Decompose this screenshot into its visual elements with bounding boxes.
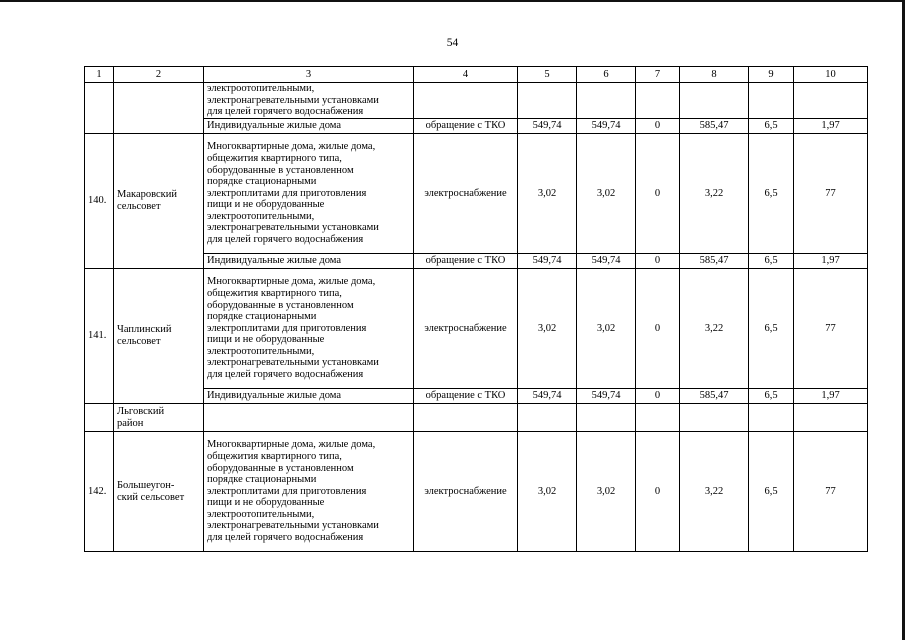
column-header: 5: [518, 67, 577, 83]
value-cell: 77: [794, 134, 868, 254]
value-cell: 0: [636, 389, 680, 404]
number-cell: 140.: [85, 134, 114, 269]
category-cell: [204, 404, 414, 432]
value-cell: 585,47: [680, 119, 749, 134]
number-cell: 142.: [85, 432, 114, 552]
value-cell: 77: [794, 432, 868, 552]
place-cell: [114, 432, 204, 552]
table-row: [85, 83, 868, 119]
category-cell: Индивидуальные жилые дома: [204, 254, 414, 269]
service-cell: электроснабжение: [414, 432, 518, 552]
value-cell: 1,97: [794, 254, 868, 269]
value-cell: 3,02: [518, 432, 577, 552]
category-text: электроотопительными, электронагревательными установками для целей горячего водоснабжения: [207, 83, 379, 118]
value-cell: [680, 83, 749, 119]
value-cell: 3,02: [518, 269, 577, 389]
value-cell: 6,5: [749, 254, 794, 269]
value-cell: 3,02: [577, 432, 636, 552]
tariff-table: [84, 66, 868, 552]
district-row: [85, 404, 868, 432]
value-cell: 549,74: [518, 254, 577, 269]
value-cell: 6,5: [749, 269, 794, 389]
value-cell: [518, 83, 577, 119]
column-header: 7: [636, 67, 680, 83]
value-cell: 1,97: [794, 389, 868, 404]
service-cell: [414, 83, 518, 119]
column-header: 8: [680, 67, 749, 83]
value-cell: 77: [794, 269, 868, 389]
value-cell: 0: [636, 119, 680, 134]
district-name: Льговский район: [117, 405, 165, 429]
place-cell: [114, 134, 204, 269]
value-cell: 0: [636, 432, 680, 552]
service-cell: электроснабжение: [414, 134, 518, 254]
value-cell: 3,02: [577, 134, 636, 254]
value-cell: 6,5: [749, 389, 794, 404]
category-cell: [204, 83, 414, 119]
place-name: Чаплинский сельсовет: [117, 324, 172, 347]
value-cell: [577, 404, 636, 432]
column-header-row: [85, 67, 868, 83]
value-cell: 549,74: [518, 119, 577, 134]
value-cell: 585,47: [680, 389, 749, 404]
column-header: 4: [414, 67, 518, 83]
value-cell: 1,97: [794, 119, 868, 134]
value-cell: 3,22: [680, 269, 749, 389]
place-name: Макаровский сельсовет: [117, 189, 177, 212]
value-cell: 3,02: [577, 269, 636, 389]
number-cell: 141.: [85, 269, 114, 404]
category-text: Многоквартирные дома, жилые дома, общежития квартирного типа, оборудованные в установленном порядке стационарными электроплитами для приготовления пищи и не оборудованные электроотопительными, электронагревательными установками для целей горячего водоснабжения: [207, 276, 379, 381]
value-cell: [749, 404, 794, 432]
category-text: Многоквартирные дома, жилые дома, общежития квартирного типа, оборудованные в установленном порядке стационарными электроплитами для приготовления пищи и не оборудованные электроотопительными, электронагревательными установками для целей горячего водоснабжения: [207, 439, 379, 544]
service-cell: обращение с ТКО: [414, 119, 518, 134]
district-cell: [114, 404, 204, 432]
value-cell: [636, 83, 680, 119]
place-name: Большеугон- ский сельсовет: [117, 479, 185, 503]
value-cell: 6,5: [749, 134, 794, 254]
value-cell: 549,74: [577, 254, 636, 269]
column-header: 2: [114, 67, 204, 83]
place-cell: [114, 269, 204, 404]
service-cell: обращение с ТКО: [414, 389, 518, 404]
column-header: 1: [85, 67, 114, 83]
place-cell: [114, 83, 204, 134]
value-cell: [636, 404, 680, 432]
value-cell: [749, 83, 794, 119]
value-cell: 549,74: [577, 119, 636, 134]
value-cell: 0: [636, 269, 680, 389]
table-row: [85, 269, 868, 389]
value-cell: 0: [636, 254, 680, 269]
category-cell: Индивидуальные жилые дома: [204, 389, 414, 404]
value-cell: 6,5: [749, 119, 794, 134]
value-cell: 6,5: [749, 432, 794, 552]
category-cell: [204, 134, 414, 254]
value-cell: 3,22: [680, 134, 749, 254]
value-cell: 585,47: [680, 254, 749, 269]
service-cell: [414, 404, 518, 432]
category-cell: [204, 432, 414, 552]
service-cell: обращение с ТКО: [414, 254, 518, 269]
column-header: 6: [577, 67, 636, 83]
category-cell: Индивидуальные жилые дома: [204, 119, 414, 134]
column-header: 10: [794, 67, 868, 83]
category-text: Многоквартирные дома, жилые дома, общежития квартирного типа, оборудованные в установленном порядке стационарными электроплитами для приготовления пищи и не оборудованные электроотопительными, электронагревательными установками для целей горячего водоснабжения: [207, 141, 379, 246]
value-cell: [577, 83, 636, 119]
value-cell: 3,22: [680, 432, 749, 552]
service-cell: электроснабжение: [414, 269, 518, 389]
value-cell: 3,02: [518, 134, 577, 254]
column-header: 3: [204, 67, 414, 83]
value-cell: [794, 404, 868, 432]
value-cell: [680, 404, 749, 432]
scan-edge-top: [0, 0, 905, 2]
value-cell: [794, 83, 868, 119]
value-cell: [518, 404, 577, 432]
value-cell: 549,74: [518, 389, 577, 404]
number-cell: [85, 83, 114, 134]
page-number: 54: [446, 37, 459, 49]
table-row: [85, 432, 868, 552]
category-cell: [204, 269, 414, 389]
value-cell: 0: [636, 134, 680, 254]
value-cell: 549,74: [577, 389, 636, 404]
number-cell: [85, 404, 114, 432]
column-header: 9: [749, 67, 794, 83]
table-row: [85, 134, 868, 254]
